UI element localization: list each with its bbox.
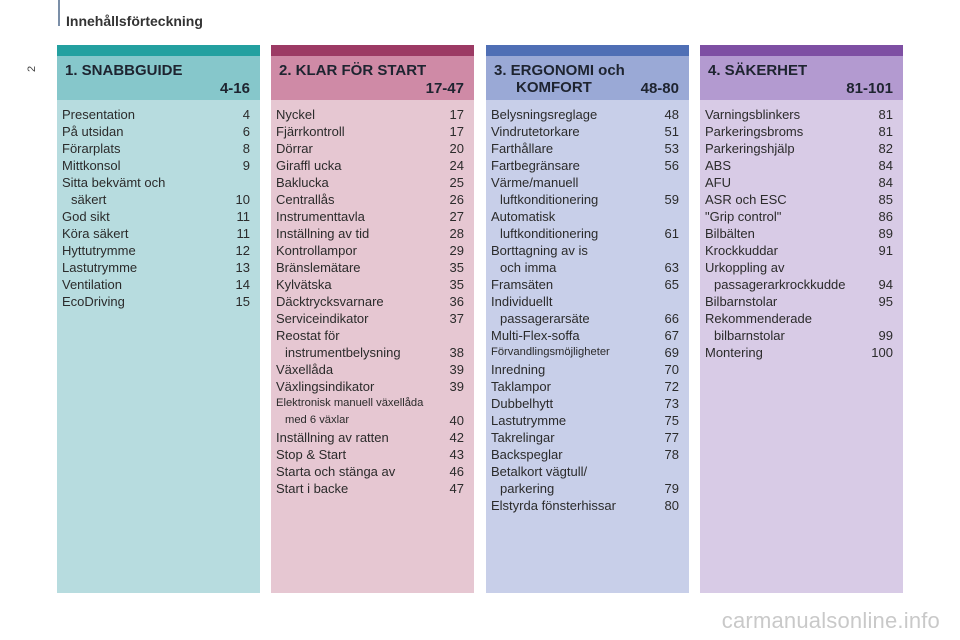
toc-entry-page: 38 (449, 345, 464, 360)
toc-entry-label: Sitta bekvämt och (62, 175, 166, 190)
toc-entry[interactable] (491, 395, 679, 412)
toc-entry[interactable] (705, 208, 893, 225)
toc-entry-label: Bilbälten (705, 226, 755, 241)
toc-entry-label-cont: luftkonditionering (500, 192, 599, 207)
toc-entry-label-cont: passagerarsäte (500, 311, 590, 326)
toc-entry-page: 84 (878, 158, 893, 173)
toc-entry-page: 15 (235, 294, 250, 309)
toc-entry-page: 37 (449, 311, 464, 326)
toc-entry-page: 48 (664, 107, 679, 122)
toc-entry[interactable] (491, 361, 679, 378)
toc-entry[interactable] (62, 259, 250, 276)
toc-entry-page: 59 (664, 192, 679, 207)
toc-entry-page: 94 (878, 277, 893, 292)
toc-entry-page: 69 (664, 345, 679, 360)
toc-entry-label: Stop & Start (276, 447, 347, 462)
toc-entry-label-cont: instrumentbelysning (285, 345, 401, 360)
section-page-range: 48-80 (640, 80, 679, 97)
toc-entry[interactable] (276, 446, 464, 463)
toc-entry-label: Värme/manuell (491, 175, 579, 190)
toc-entry-page: 8 (242, 141, 250, 156)
toc-entry[interactable] (276, 106, 464, 123)
toc-entry-page: 72 (664, 379, 679, 394)
toc-entry-label: Reostat för (276, 328, 340, 343)
toc-entry[interactable] (276, 208, 464, 225)
toc-entry[interactable] (491, 157, 679, 174)
toc-entry-label: Automatisk (491, 209, 556, 224)
toc-entry-page: 12 (235, 243, 250, 258)
toc-entry[interactable] (491, 140, 679, 157)
toc-entry-page: 51 (664, 124, 679, 139)
toc-entry[interactable] (62, 293, 250, 310)
toc-section-3 (486, 45, 689, 593)
toc-entry-label: Dubbelhytt (491, 396, 554, 411)
section-page-range: 17-47 (425, 80, 464, 97)
section-entries (271, 100, 474, 593)
toc-entry-page: 81 (878, 107, 893, 122)
toc-entry-label: Kontrollampor (276, 243, 357, 258)
toc-entry[interactable] (705, 157, 893, 174)
toc-entry-label: AFU (705, 175, 731, 190)
toc-entry-page: 89 (878, 226, 893, 241)
toc-entry[interactable] (276, 480, 464, 497)
toc-entry-label: Serviceindikator (276, 311, 369, 326)
toc-entry[interactable] (705, 259, 893, 293)
toc-entry-label: Parkeringsbroms (705, 124, 804, 139)
toc-entry[interactable] (491, 174, 679, 208)
toc-entry-page: 61 (664, 226, 679, 241)
section-entries (486, 100, 689, 593)
toc-entry-label: Nyckel (276, 107, 316, 122)
toc-entry-page: 11 (236, 209, 250, 224)
toc-entry-label: Instrumenttavla (276, 209, 365, 224)
toc-entry-label: Elstyrda fönsterhissar (491, 498, 616, 513)
toc-entry-label: Växellåda (276, 362, 334, 377)
toc-entry-label: Presentation (62, 107, 135, 122)
toc-entry-page: 20 (449, 141, 464, 156)
toc-entry-page: 81 (878, 124, 893, 139)
toc-entry[interactable] (276, 225, 464, 242)
toc-entry-label: Rekommenderade (705, 311, 812, 326)
toc-entry[interactable] (276, 463, 464, 480)
toc-entry[interactable] (491, 106, 679, 123)
toc-entry-label: Ventilation (62, 277, 122, 292)
toc-entry-page: 46 (449, 464, 464, 479)
toc-entry-page: 24 (449, 158, 464, 173)
toc-entry[interactable] (276, 378, 464, 395)
toc-entry[interactable] (276, 361, 464, 378)
toc-entry-page: 4 (242, 107, 250, 122)
toc-entry[interactable] (276, 395, 464, 429)
toc-entry[interactable] (276, 293, 464, 310)
toc-entry-page: 77 (664, 430, 679, 445)
toc-entry[interactable] (705, 225, 893, 242)
toc-entry-label: Lastutrymme (491, 413, 567, 428)
toc-entry[interactable] (491, 208, 679, 242)
toc-entry-label-cont: med 6 växlar (285, 414, 350, 426)
toc-entry[interactable] (705, 140, 893, 157)
toc-entry[interactable] (62, 123, 250, 140)
section-header[interactable] (57, 56, 260, 100)
toc-entry-page: 9 (242, 158, 250, 173)
toc-entry-label: Förarplats (62, 141, 121, 156)
toc-entry-label: Kylvätska (276, 277, 332, 292)
toc-entry-page: 14 (235, 277, 250, 292)
toc-entry[interactable] (491, 327, 679, 344)
toc-entry-label: Backspeglar (491, 447, 563, 462)
toc-entry-label: Belysningsreglage (491, 107, 598, 122)
toc-entry-label: Fartbegränsare (491, 158, 580, 173)
toc-entry-page: 25 (449, 175, 464, 190)
toc-entry-label: Takrelingar (491, 430, 555, 445)
section-title: 1. SNABBGUIDE (65, 62, 183, 79)
toc-entry-label: Fjärrkontroll (276, 124, 345, 139)
page-title: Innehållsförteckning (66, 13, 203, 29)
toc-entry-label: Individuellt (491, 294, 553, 309)
toc-entry-label: Farthållare (491, 141, 554, 156)
toc-entry-label: Parkeringshjälp (705, 141, 795, 156)
toc-entry-label: På utsidan (62, 124, 124, 139)
toc-entry[interactable] (705, 191, 893, 208)
header-accent-bar (58, 0, 60, 26)
toc-entry-page: 79 (664, 481, 679, 496)
toc-entry[interactable] (491, 123, 679, 140)
toc-entry[interactable] (62, 225, 250, 242)
section-color-strip (271, 45, 474, 56)
toc-entry-page: 82 (878, 141, 893, 156)
toc-entry[interactable] (62, 157, 250, 174)
section-title: 4. SÄKERHET (708, 62, 808, 79)
toc-entry-page: 35 (449, 277, 464, 292)
toc-entry[interactable] (705, 293, 893, 310)
toc-entry-page: 29 (449, 243, 464, 258)
toc-entry-page: 65 (664, 277, 679, 292)
toc-entry[interactable] (705, 174, 893, 191)
toc-entry-label: Mittkonsol (62, 158, 121, 173)
toc-entry[interactable] (491, 293, 679, 327)
section-header[interactable] (700, 56, 903, 100)
toc-entry[interactable] (491, 344, 679, 361)
toc-entry-label: Bränslemätare (276, 260, 361, 275)
toc-entry[interactable] (276, 276, 464, 293)
toc-entry-label: Köra säkert (62, 226, 129, 241)
toc-entry[interactable] (705, 242, 893, 259)
toc-entry-page: 17 (449, 107, 464, 122)
section-page-range: 81-101 (846, 80, 893, 97)
toc-entry-label-cont: säkert (71, 192, 107, 207)
toc-entry-label: Framsäten (491, 277, 554, 292)
toc-entry-page: 100 (871, 345, 893, 360)
toc-entry[interactable] (705, 344, 893, 361)
page-number: 2 (26, 65, 38, 72)
toc-entry-label: Lastutrymme (62, 260, 138, 275)
toc-entry-label: Förvandlingsmöjligheter (491, 346, 610, 358)
section-color-strip (486, 45, 689, 56)
toc-entry-label-cont: passagerarkrockkudde (714, 277, 846, 292)
toc-entry-page: 11 (236, 226, 250, 241)
toc-entry-label: Borttagning av is (491, 243, 588, 258)
section-title: 2. KLAR FÖR START (279, 62, 427, 79)
toc-entry-page: 47 (449, 481, 464, 496)
toc-entry-label: Starta och stänga av (276, 464, 396, 479)
toc-entry[interactable] (276, 140, 464, 157)
toc-entry-page: 42 (449, 430, 464, 445)
toc-entry-page: 27 (449, 209, 464, 224)
section-color-strip (57, 45, 260, 56)
toc-entry-page: 67 (664, 328, 679, 343)
toc-entry[interactable] (491, 276, 679, 293)
toc-entry-label: Inställning av ratten (276, 430, 389, 445)
toc-entry-label: Vindrutetorkare (491, 124, 580, 139)
toc-entry[interactable] (276, 259, 464, 276)
toc-entry-label: Varningsblinkers (705, 107, 801, 122)
toc-entry-label: Giraffl ucka (276, 158, 342, 173)
toc-entry-label: Baklucka (276, 175, 329, 190)
section-header[interactable] (486, 56, 689, 100)
toc-entry-page: 85 (878, 192, 893, 207)
toc-entry[interactable] (276, 327, 464, 361)
toc-entry-label-cont: luftkonditionering (500, 226, 599, 241)
toc-entry-label: ASR och ESC (705, 192, 787, 207)
toc-entry-page: 70 (664, 362, 679, 377)
toc-entry[interactable] (62, 174, 250, 208)
toc-entry-label: Krockkuddar (705, 243, 778, 258)
toc-entry-label: Dörrar (276, 141, 313, 156)
toc-section-2 (271, 45, 474, 593)
toc-entry[interactable] (62, 276, 250, 293)
section-header[interactable] (271, 56, 474, 100)
toc-entry[interactable] (491, 497, 679, 514)
toc-entry-page: 84 (878, 175, 893, 190)
toc-entry[interactable] (276, 191, 464, 208)
toc-entry-label: God sikt (62, 209, 110, 224)
toc-entry-page: 63 (664, 260, 679, 275)
toc-entry[interactable] (491, 463, 679, 497)
toc-entry-page: 13 (235, 260, 250, 275)
toc-entry-label: Montering (705, 345, 763, 360)
toc-entry-page: 75 (664, 413, 679, 428)
toc-entry-page: 39 (449, 379, 464, 394)
section-entries (700, 100, 903, 593)
toc-entry-page: 36 (449, 294, 464, 309)
toc-section-4 (700, 45, 903, 593)
toc-entry-label: Hyttutrymme (62, 243, 136, 258)
toc-entry[interactable] (491, 429, 679, 446)
toc-entry[interactable] (62, 106, 250, 123)
toc-entry-page: 35 (449, 260, 464, 275)
toc-entry-label: Växlingsindikator (276, 379, 375, 394)
toc-entry[interactable] (276, 429, 464, 446)
toc-entry-page: 6 (242, 124, 250, 139)
toc-entry-label: Taklampor (491, 379, 551, 394)
toc-entry-page: 95 (878, 294, 893, 309)
toc-entry-page: 78 (664, 447, 679, 462)
watermark: carmanualsonline.info (721, 608, 940, 633)
toc-entry[interactable] (276, 310, 464, 327)
toc-entry[interactable] (276, 174, 464, 191)
toc-entry-page: 73 (664, 396, 679, 411)
toc-entry[interactable] (276, 123, 464, 140)
toc-entry-label-cont: och imma (500, 260, 557, 275)
toc-entry[interactable] (276, 242, 464, 259)
toc-entry-label: Betalkort vägtull/ (491, 464, 588, 479)
toc-entry[interactable] (491, 242, 679, 276)
section-title: 3. ERGONOMI och (494, 62, 625, 79)
toc-entry[interactable] (62, 242, 250, 259)
toc-entry-page: 26 (449, 192, 464, 207)
toc-entry-page: 53 (664, 141, 679, 156)
toc-entry-label: Bilbarnstolar (705, 294, 778, 309)
toc-section-1 (57, 45, 260, 593)
section-title-line2: KOMFORT (516, 79, 592, 96)
toc-entry-page: 86 (878, 209, 893, 224)
toc-entry[interactable] (62, 208, 250, 225)
toc-entry[interactable] (491, 412, 679, 429)
toc-entry-label-cont: bilbarnstolar (714, 328, 785, 343)
section-page-range: 4-16 (219, 80, 250, 97)
toc-entry-label: EcoDriving (62, 294, 125, 309)
toc-entry-page: 10 (235, 192, 250, 207)
toc-entry[interactable] (491, 378, 679, 395)
toc-entry-page: 40 (449, 413, 464, 428)
toc-entry-label: ABS (705, 158, 732, 173)
toc-entry-label-cont: parkering (500, 481, 555, 496)
toc-entry-page: 39 (449, 362, 464, 377)
toc-entry-label: Urkoppling av (705, 260, 785, 275)
toc-entry-label: Däcktrycksvarnare (276, 294, 384, 309)
toc-entry[interactable] (705, 106, 893, 123)
toc-entry-page: 99 (878, 328, 893, 343)
toc-entry-label: "Grip control" (705, 209, 782, 224)
toc-entry-label: Elektronisk manuell växellåda (276, 397, 424, 409)
toc-entry[interactable] (62, 140, 250, 157)
section-color-strip (700, 45, 903, 56)
toc-entry-page: 56 (664, 158, 679, 173)
section-entries (57, 100, 260, 593)
toc-entry[interactable] (276, 157, 464, 174)
toc-entry-label: Centrallås (276, 192, 335, 207)
toc-entry-page: 80 (664, 498, 679, 513)
toc-entry-page: 43 (449, 447, 464, 462)
toc-entry[interactable] (705, 310, 893, 344)
toc-entry-page: 17 (449, 124, 464, 139)
toc-entry-page: 66 (664, 311, 679, 326)
toc-entry-label: Start i backe (276, 481, 349, 496)
toc-entry-page: 28 (449, 226, 464, 241)
toc-entry-label: Inställning av tid (276, 226, 370, 241)
toc-entry-page: 91 (878, 243, 893, 258)
toc-entry-label: Multi-Flex-soffa (491, 328, 580, 343)
toc-entry[interactable] (491, 446, 679, 463)
toc-entry[interactable] (705, 123, 893, 140)
toc-entry-label: Inredning (491, 362, 546, 377)
